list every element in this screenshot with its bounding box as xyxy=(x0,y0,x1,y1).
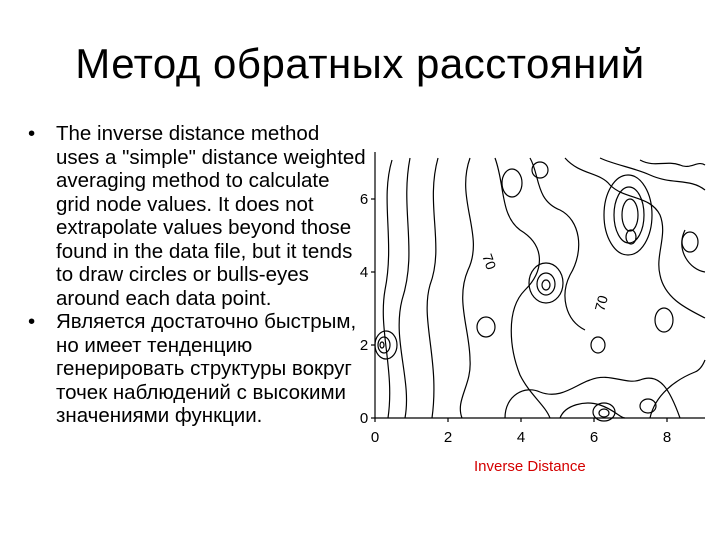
bullet-icon: • xyxy=(28,310,36,333)
x-tick-label: 0 xyxy=(370,429,380,446)
x-tick-label: 2 xyxy=(443,429,453,446)
slide-title: Метод обратных расстояний xyxy=(75,40,645,87)
x-tick-label: 8 xyxy=(662,429,672,446)
x-tick-label: 4 xyxy=(516,429,526,446)
plot-area xyxy=(375,152,705,418)
contour-label: 70 xyxy=(479,251,500,272)
y-tick-label: 6 xyxy=(359,191,369,208)
bullet-text: The inverse distance method uses a "simple" distance weighted averaging method to calculate grid node values. It does not extrapolate values beyond those found in the data file, but it tends to draw circles or bulls-eyes around each data point. xyxy=(56,122,366,310)
y-tick-label: 0 xyxy=(359,410,369,427)
y-tick-label: 4 xyxy=(359,264,369,281)
contour-map xyxy=(340,140,720,480)
y-tick-label: 2 xyxy=(359,337,369,354)
bullet-icon: • xyxy=(28,122,36,145)
figure-caption: Inverse Distance xyxy=(474,458,586,475)
x-tick-label: 6 xyxy=(589,429,599,446)
contour-label: 70 xyxy=(591,293,611,313)
bullet-item-russian xyxy=(28,310,368,428)
bullet-item-english xyxy=(28,122,368,310)
bullet-list xyxy=(28,122,368,428)
bullet-text: Является достаточно быстрым, но имеет тенденцию генерировать структуры вокруг точек наблюдений с высокими значениями функции. xyxy=(56,310,357,427)
